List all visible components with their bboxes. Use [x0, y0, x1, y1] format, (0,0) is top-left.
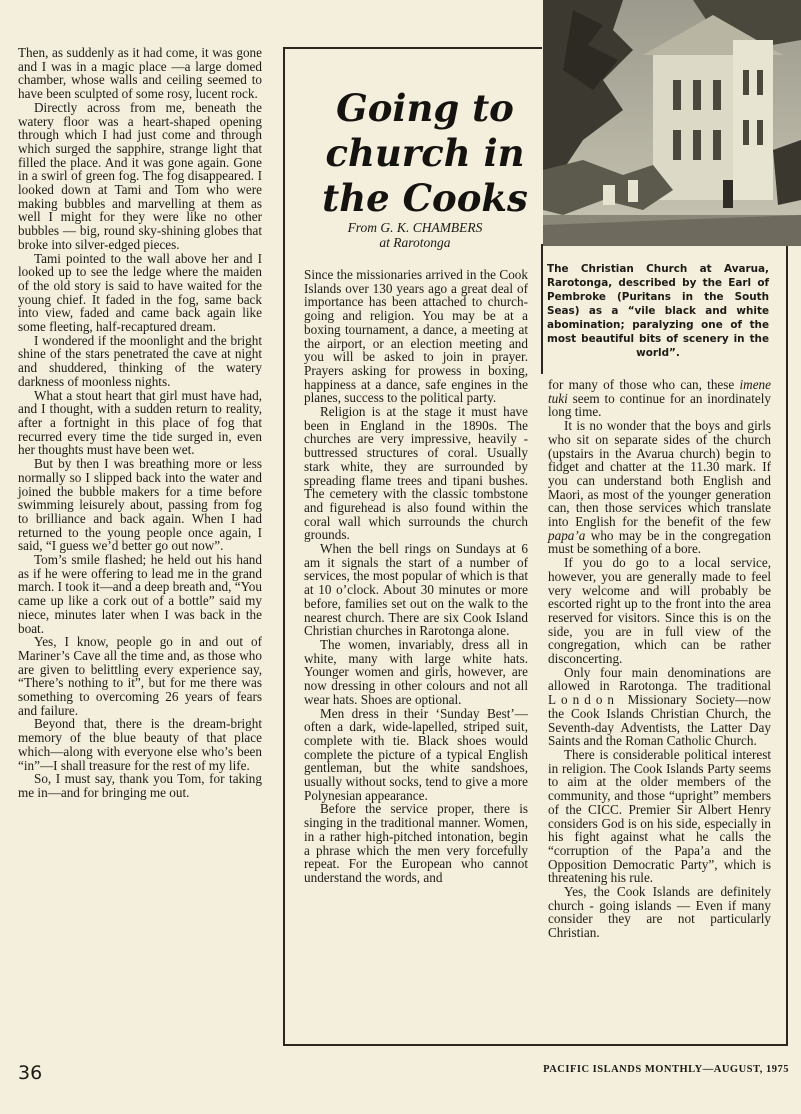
paragraph: Beyond that, there is the dream-bright memory of the blue beauty of that place which—along with everyone else who’s been “in”—I shall treasure for the rest of my life.	[18, 716, 262, 773]
page-number: 36	[18, 1062, 43, 1084]
byline-location: at Rarotonga	[379, 235, 451, 250]
paragraph: When the bell rings on Sundays at 6 am it signals the start of a number of services, the most popular of which is that at 10 o’clock. About 30 minutes or more before, families set out on the walk to the nearest church. There are six Cook Island Christian churches in Rarotonga alone.	[304, 541, 528, 639]
byline	[300, 220, 530, 250]
paragraph: Directly across from me, beneath the watery floor was a heart-shaped opening through which I had just come and through which surged the sapphire, strange light that filled the place. And it was gone again. Gone in a swirl of green fog. The fog disappeared. I looked down at Tami and Tom who were making bubbles and marvelling at them as well I might for they were like no other bubbles — big, round sky-shining globes that broke into silver-edged pieces.	[18, 99, 262, 252]
paragraph: Yes, the Cook Islands are definitely church - going islands — Even if many consider they are not particularly Christian.	[548, 884, 771, 941]
paragraph: So, I must say, thank you Tom, for taking me in—and for bringing me out.	[18, 771, 262, 800]
paragraph: If you do go to a local service, however, you are generally made to feel very welcome and will probably be escorted right up to the front into the area reserved for visitors. Since this is on the side, you are in full view of the congregation, which can be rather disconcerting.	[548, 555, 771, 667]
paragraph: What a stout heart that girl must have had, and I thought, with a sudden return to reality, after a fortnight in this place of fog that recurred every time the tide surged in, even her thoughts must have been wet.	[18, 387, 262, 458]
paragraph: Tom’s smile flashed; he held out his hand as if he were offering to lead me in the grand march. I took it—and a deep breath and, “You came up like a cork out of a bottle” said my niece, minutes later when I was back in the boat.	[18, 552, 262, 636]
article-headline: Going to church in the Cooks	[322, 86, 528, 220]
paragraph: Only four main denominations are allowed in Rarotonga. The traditional London Missionary Society—now the Cook Islands Christian Church, the Seventh-day Adventists, the Latter Day Saints and the Roman Catholic Church.	[548, 664, 771, 749]
paragraph: Yes, I know, people go in and out of Mariner’s Cave all the time and, as those who are given to belittling every experience say, “There’s nothing to it”, but for me there was something to overcoming 26 years of fears and failure.	[18, 634, 262, 718]
church-photograph	[543, 0, 801, 246]
right-column-article-text	[548, 378, 771, 940]
paragraph: for many of those who can, these imene tuki seem to continue for an inordinately long time.	[548, 377, 771, 420]
paragraph: It is no wonder that the boys and girls who sit on separate sides of the church (upstairs in the Avarua church) begin to fidget and chatter at the 11.30 mark. If you can understand both English and Maori, as most of the younger generation can, then those services which translate into English for the benefit of the few papa’a who may be in the congregation must be something of a bore.	[548, 418, 771, 557]
paragraph: Religion is at the stage it must have been in England in the 1890s. The churches are very impressive, heavily - buttressed structures of coral. Usually stark white, they are surrounded by spreading flame trees and tipani bushes. The cemetery with the classic tombstone and figurehead is also found within the coral wall which surrounds the church grounds.	[304, 404, 528, 543]
article-frame-right-rule	[786, 240, 788, 1046]
paragraph: I wondered if the moonlight and the bright shine of the stars penetrated the cave at night and shuddered, thinking of the watery darkness of moonless nights.	[18, 332, 262, 389]
left-column-story-ending	[18, 46, 262, 800]
article-frame-left-rule	[283, 47, 285, 1045]
paragraph: There is considerable political interest in religion. The Cook Islands Party seems to aim at the older members of the community, and those “upright” members of the CICC. Premier Sir Albert Henry considers God is on his side, especially in his fight against what he calls the “corruption of the Papa’a and the Opposition Democratic Party”, which is threatening his rule.	[548, 746, 771, 886]
middle-column-article-text	[304, 268, 528, 885]
publication-footer: PACIFIC ISLANDS MONTHLY—AUGUST, 1975	[543, 1064, 789, 1075]
paragraph: But by then I was breathing more or less normally so I slipped back into the water and joined the bubble makers for a time before swimming leisurely about, passing from fog to brilliance and back again. When I had returned to the young people once again, I said, “I guess we’d better go out now”.	[18, 456, 262, 554]
paragraph: Then, as suddenly as it had come, it was gone and I was in a magic place —a large domed chamber, whose walls and ceiling seemed to have been sculpted of some rosy, lucent rock.	[18, 45, 262, 102]
byline-author: From G. K. CHAMBERS	[347, 220, 483, 235]
photo-caption: The Christian Church at Avarua, Rarotonga, described by the Earl of Pembroke (Puritans in the South Seas) as a “vile black and white abomination; paralyzing one of the most beautiful bits of scenery in the world”.	[547, 263, 769, 359]
photo-divider-rule	[541, 244, 543, 374]
article-frame-top-rule	[283, 47, 542, 49]
article-frame-bottom-rule	[283, 1044, 788, 1046]
paragraph: Men dress in their ‘Sunday Best’—often a dark, wide-lapelled, striped suit, complete with tie. Black shoes would complete the picture of a typical English gentleman, but the white sandshoes, usually without socks, tend to give a more Polynesian appearance.	[304, 705, 528, 803]
paragraph: The women, invariably, dress all in white, many with large white hats. Younger women and girls, however, are now dressing in other colours and not all wear hats. Shoes are optional.	[304, 636, 528, 707]
paragraph: Tami pointed to the wall above her and I looked up to see the ledge where the maiden of the old story is said to have waited for the young chief. It faded in the fog, same back into view, faded and came back again like some fleeting, half-recaptured dream.	[18, 250, 262, 335]
paragraph: Since the missionaries arrived in the Cook Islands over 130 years ago a great deal of importance has been attached to church-going and religion. You may be at a boxing tournament, a dance, a meeting at the airport, or an election meeting and you will be asked to join in prayer. Prayers asking for prowess in boxing, happiness at a dance, safe engines in the planes, success to the political party.	[304, 267, 528, 406]
paragraph: Before the service proper, there is singing in the traditional manner. Women, in a rather high-pitched intonation, begin a phrase which the men very forcefully repeat. For the European who cannot understand the words, and	[304, 801, 528, 885]
